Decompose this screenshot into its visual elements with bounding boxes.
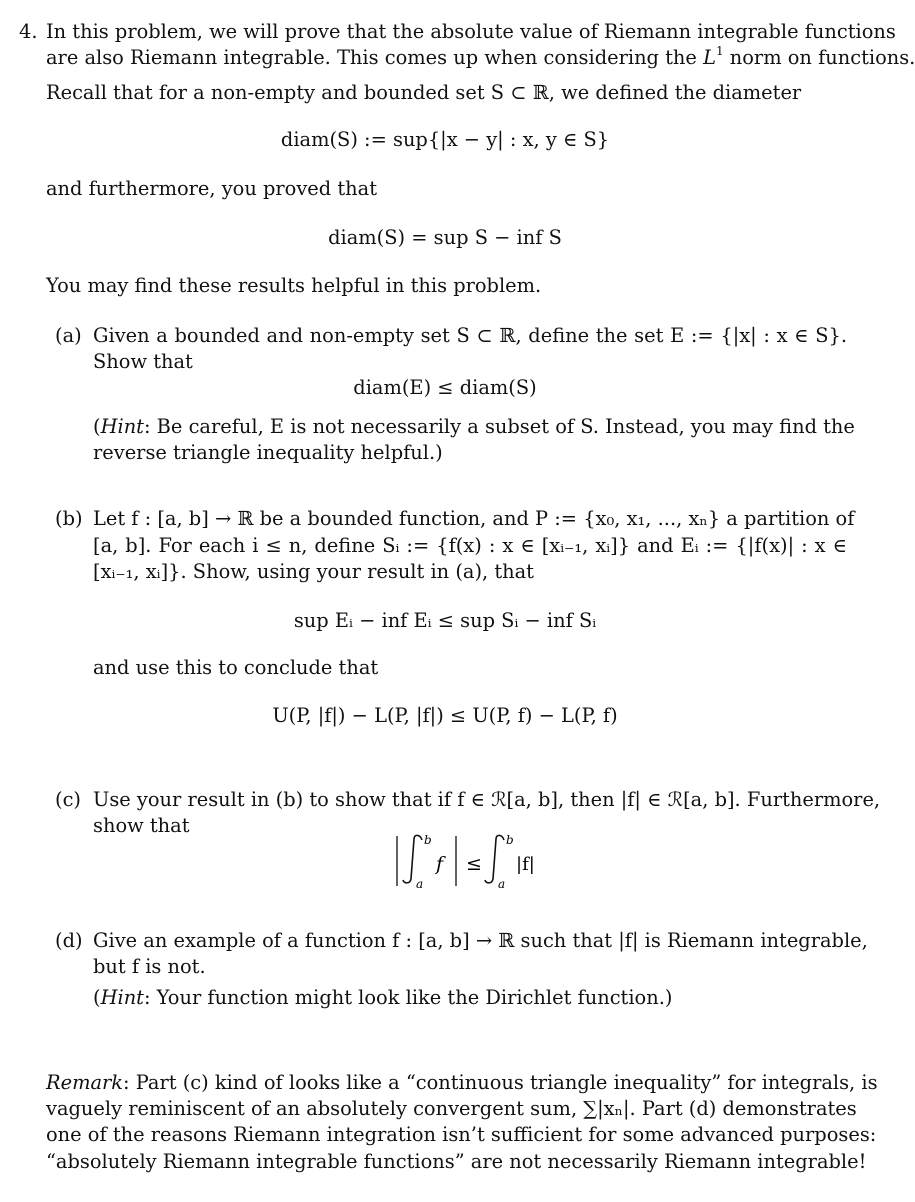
leq-symbol: ≤ (466, 853, 482, 875)
intro-helpful: You may find these results helpful in this problem. (46, 274, 542, 297)
part-b-line-3: [xᵢ₋₁, xᵢ]}. Show, using your result in (a), that (93, 560, 534, 583)
integral-right-lower: a (498, 877, 506, 891)
part-d-line-2: but f is not. (93, 955, 206, 978)
part-b-label: (b) (55, 507, 83, 530)
part-a-hint-line-1: (Hint: Be careful, E is not necessarily a subset of S. Instead, you may find the (93, 415, 855, 438)
integrand-abs-f: |f| (516, 854, 535, 875)
part-d-label: (d) (55, 929, 83, 952)
part-c-integral-inequality (380, 828, 550, 892)
intro-line-2: are also Riemann integrable. This comes up when considering the $L^1$ norm on functions. (46, 44, 915, 69)
part-c-line-2: show that (93, 814, 190, 837)
part-b-line-2: [a, b]. For each i ≤ n, define Sᵢ := {f(x) : x ∈ [xᵢ₋₁, xᵢ]} and Eᵢ := {|f(x)| : x ∈ (93, 534, 847, 557)
integral-left-upper: b (424, 833, 432, 847)
remark-line-4: “absolutely Riemann integrable functions” are not necessarily Riemann integrable! (46, 1150, 867, 1173)
intro-recall: Recall that for a non-empty and bounded set S ⊂ ℝ, we defined the diameter (46, 81, 802, 104)
integral-sign-right (485, 835, 504, 883)
integral-right-upper: b (506, 833, 514, 847)
part-d-hint-word: Hint (100, 986, 144, 1009)
intro-line-1: In this problem, we will prove that the absolute value of Riemann integrable functions (46, 20, 896, 43)
remark-word: Remark (46, 1071, 124, 1094)
part-b-line-1: Let f : [a, b] → ℝ be a bounded function, and P := {x₀, x₁, ..., xₙ} a partition of (93, 507, 855, 530)
remark-line-2: vaguely reminiscent of an absolutely convergent sum, ∑|xₙ|. Part (d) demonstrates (46, 1097, 857, 1120)
equation-diameter-sup-inf: diam(S) = sup S − inf S (328, 226, 562, 249)
part-c-label: (c) (55, 788, 81, 811)
part-b-equation-2: U(P, |f|) − L(P, |f|) ≤ U(P, f) − L(P, f) (272, 704, 618, 727)
part-a-hint-word: Hint (100, 415, 144, 438)
equation-diameter-definition: diam(S) := sup{|x − y| : x, y ∈ S} (280, 128, 610, 151)
part-b-equation-1: sup Eᵢ − inf Eᵢ ≤ sup Sᵢ − inf Sᵢ (293, 609, 597, 632)
part-a-label: (a) (55, 324, 82, 347)
remark-line-3: one of the reasons Riemann integration isn’t sufficient for some advanced purposes: (46, 1123, 877, 1146)
intro-and-furthermore: and furthermore, you proved that (46, 177, 377, 200)
remark-line-1: Remark: Part (c) kind of looks like a “continuous triangle inequality” for integrals, is (46, 1071, 878, 1094)
l1-norm-symbol: L (703, 46, 716, 69)
part-b-conclude: and use this to conclude that (93, 656, 379, 679)
part-a-hint-line-2: reverse triangle inequality helpful.) (93, 441, 443, 464)
problem-number: 4. (19, 20, 38, 43)
part-a-line-1: Given a bounded and non-empty set S ⊂ ℝ, define the set E := {|x| : x ∈ S}. (93, 324, 847, 347)
part-d-line-1: Give an example of a function f : [a, b] → ℝ such that |f| is Riemann integrable, (93, 929, 868, 952)
integrand-f: f (436, 853, 444, 875)
part-a-equation: diam(E) ≤ diam(S) (353, 376, 537, 399)
part-a-line-2: Show that (93, 350, 193, 373)
integral-sign-left (403, 835, 422, 883)
part-c-line-1: Use your result in (b) to show that if f ∈ ℛ[a, b], then |f| ∈ ℛ[a, b]. Furthermore, (93, 788, 881, 811)
part-d-hint: (Hint: Your function might look like the Dirichlet function.) (93, 986, 673, 1009)
integral-left-lower: a (416, 877, 424, 891)
